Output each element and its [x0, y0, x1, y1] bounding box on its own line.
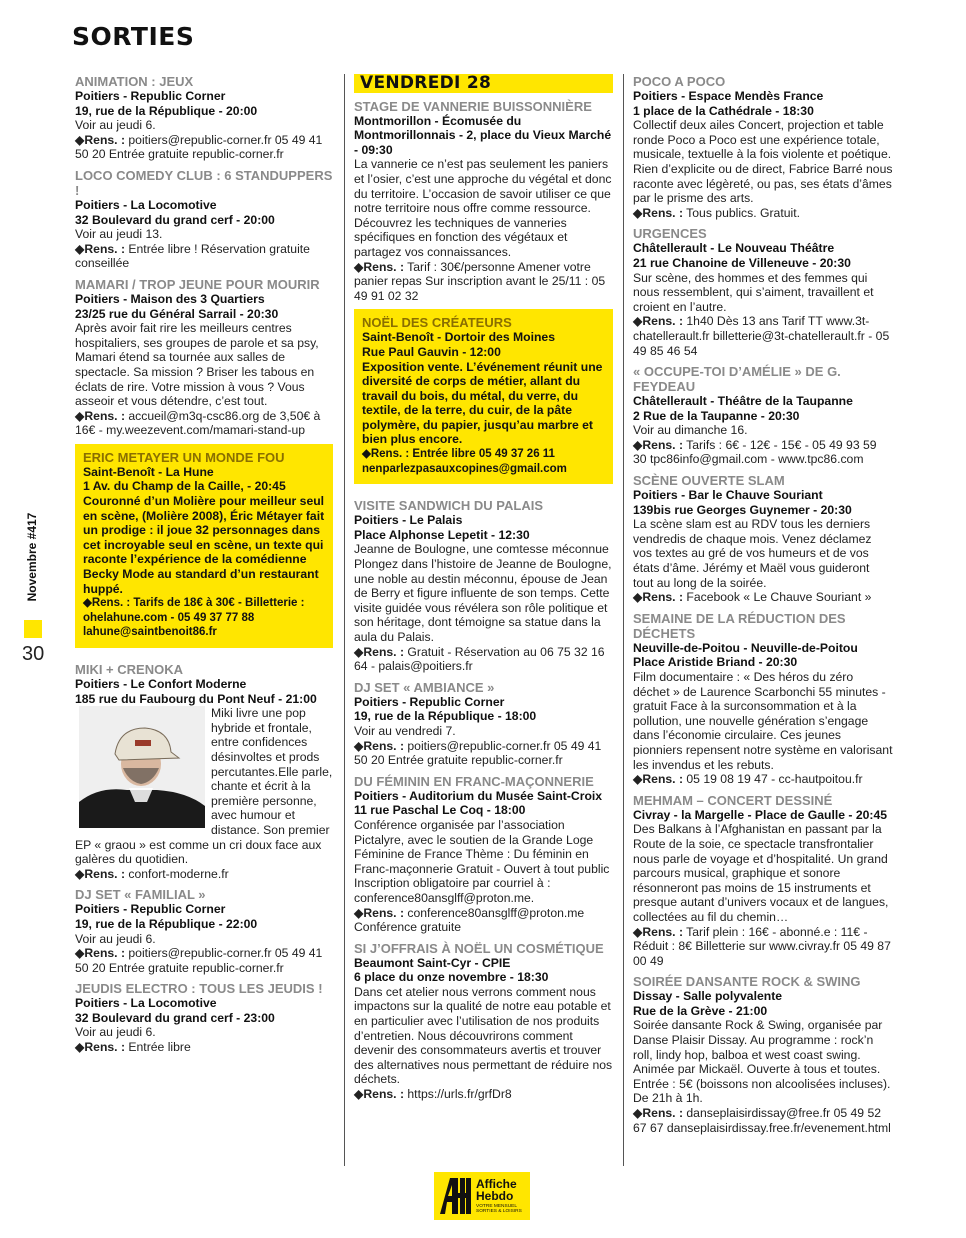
event-title: VISITE SANDWICH DU PALAIS [354, 498, 543, 514]
event-venue: Poitiers - La Locomotive [75, 197, 217, 212]
event-venue: Montmorillon - Écomusée du Montmorillonnais - 2, place du Vieux Marché - 09:30 [354, 113, 612, 157]
event-item [633, 974, 893, 1135]
event-address: 19, rue de la République - 22:00 [75, 916, 258, 931]
event-body: Voir au dimanche 16. [633, 423, 748, 438]
event-item [633, 793, 893, 969]
event-title: SOIRÉE DANSANTE ROCK & SWING [633, 974, 861, 990]
event-body: Voir au jeudi 6. [75, 931, 156, 946]
artist-photo [79, 706, 205, 828]
event-info: ◆Rens. : 1h40 Dès 13 ans Tarif TT www.3t-chatellerault.fr billetterie@3t-chatellerault.fr - 05 49 85 46 54 [633, 314, 890, 358]
event-info: ◆Rens. : poitiers@republic-corner.fr 05 49 41 50 20 Entrée gratuite republic-corner.fr [354, 738, 602, 768]
event-venue: Châtellerault - Théâtre de la Taupanne [633, 394, 853, 409]
section-title-highlight: O [90, 22, 113, 51]
event-address: 21 rue Chanoine de Villeneuve - 20:30 [633, 255, 851, 270]
event-address: 185 rue du Faubourg du Pont Neuf - 21:00 [75, 691, 317, 706]
event-address: 139bis rue Georges Guynemer - 20:30 [633, 502, 852, 517]
event-info: ◆Rens. : https://urls.fr/grfDr8 [354, 1087, 512, 1102]
event-body: Miki livre une pop hybride et frontale, entre confidences désinvoltes et prods percutantes.Elle parle, chante et écrit à la première personne, avec humour et distance. Son premier EP « graou » est comme un cri doux face aux galères du quotidien. [75, 706, 333, 867]
event-title: URGENCES [633, 226, 707, 242]
event-body: La scène slam est au RDV tous les derniers vendredis de chaque mois. Venez déclamez vos textes au gré de vos humeurs et de vos états d’âme. Jérémy et Maël vous guideront tout au long de la soirée. [633, 517, 872, 590]
logo-name: Affiche Hebdo [476, 1177, 517, 1203]
event-miki-crenoka [75, 662, 333, 881]
event-address: 19, rue de la République - 20:00 [75, 103, 258, 118]
event-venue: Poitiers - Maison des 3 Quartiers [75, 291, 265, 306]
event-body: Collectif deux ailes Concert, projection et table ronde Poco a Poco est une expérience totale, musicale, textuelle à la fois violente et poétique. Rien d’explicite ou de direct, Fabrice Barré nous raconte avec légèreté, ou pas, ses états d’âmes par le prisme des arts. [633, 118, 893, 206]
event-body: Soirée dansante Rock & Swing, organisée par Danse Plaisir Dissay. Au programme : rock’n roll, lindy hop, balboa et west coast swing. Animée par Mickaël. Ouverte à tous et toutes. Entrée : 5€ (boissons non alcoolisées incluses). De 21h à 1h. [633, 1018, 891, 1106]
event-info: ◆Rens. : poitiers@republic-corner.fr 05 49 41 50 20 Entrée gratuite republic-corner.fr [75, 946, 323, 975]
event-body: Sur scène, des hommes et des femmes qui nous ressemblent, qui s’aiment, travaillent et croient en l’autre. [633, 270, 874, 314]
event-item [75, 887, 333, 975]
event-info: ◆Rens. : Tarifs : 6€ - 12€ - 15€ - 05 49 93 59 30 tpc86info@gmail.com - www.tpc86.com [633, 437, 877, 467]
event-body: Voir au vendredi 7. [354, 723, 456, 738]
event-title: MEHMAM – CONCERT DESSINÉ [633, 792, 833, 808]
event-address: Place Aristide Briand - 20:30 [633, 655, 798, 670]
event-address: Rue Paul Gauvin - 12:00 [362, 344, 501, 359]
event-venue: Poitiers - Auditorium du Musée Saint-Croix [354, 788, 603, 803]
event-body: Exposition vente. L’événement réunit une diversité de corps de métier, allant du travail du bois, du métal, du verre, du textile, de la terre, du cuir, de la pâte polymère, du papier, jusqu’au marbre et bien plus encore. [362, 359, 603, 447]
event-title: DJ SET « AMBIANCE » [354, 679, 495, 695]
logo-mark-icon [438, 1176, 472, 1216]
event-venue: Civray - la Margelle - Place de Gaulle - 20:45 [633, 807, 888, 822]
event-item [354, 99, 613, 304]
event-title: JEUDIS ELECTRO : TOUS LES JEUDIS ! [75, 981, 323, 997]
event-address: 6 place du onze novembre - 18:30 [354, 970, 549, 985]
day-banner: VENDREDI 28 [354, 74, 613, 93]
event-address: 32 Boulevard du grand cerf - 20:00 [75, 212, 275, 227]
event-item [354, 498, 613, 674]
event-title: MIKI + CRENOKA [75, 662, 183, 677]
affiche-hebdo-logo [434, 1172, 530, 1220]
event-address: 23/25 rue du Général Sarrail - 20:30 [75, 306, 279, 321]
event-venue: Poitiers - La Locomotive [75, 996, 217, 1011]
section-title-end: RTIES [112, 22, 195, 51]
page-number: 30 [22, 643, 45, 665]
event-venue: Poitiers - Espace Mendès France [633, 89, 824, 103]
event-info: ◆Rens. : confort-moderne.fr [75, 866, 229, 881]
event-title: POCO A POCO [633, 74, 726, 89]
event-title: LOCO COMEDY CLUB : 6 STANDUPPERS ! [75, 167, 333, 198]
event-venue: Saint-Benoît - Dortoir des Moines [362, 330, 555, 345]
event-title: ANIMATION : JEUX [75, 74, 194, 89]
event-info: ◆Rens. : Tarifs de 18€ à 30€ - Billetterie : ohelahune.com - 05 49 37 77 88 lahune@saintbenoit86.fr [83, 597, 305, 639]
event-item [633, 226, 893, 358]
event-body: Voir au jeudi 6. [75, 1025, 156, 1040]
event-title: « OCCUPE-TOI D’AMÉLIE » DE G. FEYDEAU [633, 364, 841, 395]
event-info: ◆Rens. : Tous publics. Gratuit. [633, 205, 800, 220]
event-info: ◆Rens. : danseplaisirdissay@free.fr 05 49 52 67 67 danseplaisirdissay.free.fr/evenement.html [633, 1106, 891, 1135]
section-title-start: S [72, 22, 91, 51]
event-info: ◆Rens. : Gratuit - Réservation au 06 75 32 16 64 - palais@poitiers.fr [354, 644, 605, 674]
event-info: ◆Rens. : accueil@m3q-csc86.org de 3,50€ à 16€ - my.weezevent.com/mamari-stand-up [75, 408, 321, 438]
event-venue: Poitiers - Bar le Chauve Souriant [633, 488, 823, 503]
event-item [354, 680, 613, 768]
event-venue: Poitiers - Le Confort Moderne [75, 677, 247, 691]
event-title: MAMARI / TROP JEUNE POUR MOURIR [75, 276, 320, 292]
event-info: ◆Rens. : Tarif : 30€/personne Amener votre panier repas Sur inscription avant le 25/11 : 05 49 91 02 32 [354, 259, 606, 303]
event-venue: Poitiers - Le Palais [354, 513, 463, 528]
section-title [72, 22, 194, 51]
event-item [633, 611, 893, 787]
event-item [633, 74, 893, 220]
event-venue: Dissay - Salle polyvalente [633, 989, 783, 1004]
highlight-box-noel-createurs [354, 309, 613, 484]
event-title: SEMAINE DE LA RÉDUCTION DES DÉCHETS [633, 610, 846, 641]
event-body: Des Balkans à l’Afghanistan en passant par la Route de la soie, ce spectacle transfrontalier nous parle de voyage et d’hospitalité. Un grand parcours musical, graphique et sonore résonneront pas moins de 15 instruments et presque autant d’univers vocaux et de langues, collectées au fil du chemin… [633, 822, 889, 924]
event-title: ERIC METAYER UN MONDE FOU [83, 449, 285, 465]
event-item [633, 473, 893, 605]
event-address: 19, rue de la République - 18:00 [354, 709, 537, 724]
event-info: ◆Rens. : 05 19 08 19 47 - cc-hautpoitou.fr [633, 772, 863, 787]
event-item [354, 774, 613, 935]
event-venue: Poitiers - Republic Corner [354, 694, 505, 709]
event-info: ◆Rens. : conference80ansglff@proton.me Conférence gratuite [354, 905, 585, 935]
event-venue: Saint-Benoît - La Hune [83, 464, 214, 479]
event-venue: Poitiers - Republic Corner [75, 902, 226, 917]
event-info: ◆Rens. : Entrée libre [75, 1040, 191, 1055]
event-info: ◆Rens. : Entrée libre 05 49 37 26 11 nenparlezpasauxcopines@gmail.com [362, 448, 567, 475]
event-address: 1 place de la Cathédrale - 18:30 [633, 103, 814, 118]
event-body: Voir au jeudi 13. [75, 227, 163, 242]
event-address: 11 rue Paschal Le Coq - 18:00 [354, 803, 526, 818]
event-item [633, 364, 893, 467]
event-address: 1 Av. du Champ de la Caille, - 20:45 [83, 479, 286, 494]
event-info: ◆Rens. : poitiers@republic-corner.fr 05 49 41 50 20 Entrée gratuite republic-corner.fr [75, 132, 323, 162]
event-info: ◆Rens. : Tarif plein : 16€ - abonné.e : 11€ - Réduit : 8€ Billetterie sur www.civray.fr 05 49 87 00 49 [633, 924, 891, 968]
event-body: Dans cet atelier nous verrons comment nous impactons sur la qualité de notre eau potable et en particulier avec l’utilisation de nos produits d’entretien. Nous découvrirons comment devenir des consommateurs avertis et trouver des alternatives nous permettant de réduire nos déchets. [354, 984, 613, 1087]
event-venue: Neuville-de-Poitou - Neuville-de-Poitou [633, 640, 858, 655]
side-accent-square [24, 620, 42, 638]
event-venue: Beaumont Saint-Cyr - CPIE [354, 955, 511, 970]
event-venue: Poitiers - Republic Corner [75, 89, 226, 103]
event-title: SI J’OFFRAIS À NOËL UN COSMÉTIQUE [354, 940, 604, 956]
event-address: Rue de la Grève - 21:00 [633, 1003, 768, 1018]
event-title: DJ SET « FAMILIAL » [75, 887, 206, 903]
event-body: La vannerie ce n’est pas seulement les paniers et l’osier, c’est une approche du végétal et donc du territoire. L’occasion de savoir utiliser ce que notre territoire nous offre comme ressource. Découvrez les techniques de vanneries spécifiques en fonction des végétaux et partagez vos connaissances. [354, 157, 612, 259]
event-title: DU FÉMININ EN FRANC-MAÇONNERIE [354, 773, 594, 789]
column-3 [633, 74, 893, 1141]
event-title: STAGE DE VANNERIE BUISSONNIÈRE [354, 98, 592, 114]
event-item [75, 74, 333, 162]
event-venue: Châtellerault - Le Nouveau Théâtre [633, 241, 835, 256]
event-title: NOËL DES CRÉATEURS [362, 315, 512, 331]
event-item [75, 277, 333, 438]
event-body: Couronné d’un Molière pour meilleur seul en scène, (Molière 2008), Éric Métayer fait un prodige : il joue 32 personnages dans cet incroyable seul en scène, un texte qui raconte l’expérience de la comédienne Becky Mode au standard d’un restaurant huppé. [83, 494, 325, 596]
issue-label: Novembre #417 [25, 512, 39, 602]
column-divider [623, 74, 624, 1166]
event-address: 32 Boulevard du grand cerf - 23:00 [75, 1010, 275, 1025]
event-title: SCÈNE OUVERTE SLAM [633, 473, 785, 489]
column-divider [344, 74, 345, 1166]
event-item [75, 168, 333, 271]
event-body: Jeanne de Boulogne, une comtesse méconnue Plongez dans l’histoire de Jeanne de Boulogne, une noble au destin méconnu, épouse de Jean de Berry et figure influente de son temps. Cette visite guidée vous révélera son rôle politique et son héritage, dont témoigne sa statue dans la aula du Palais. [354, 542, 612, 644]
event-body: Film documentaire : « Des héros du zéro déchet » de Laurence Scarbonchi 55 minutes - gratuit Face à la surconsommation et à la pollution, une nouvelle génération s’engage dans l’économie circulaire. Ces jeunes pionniers repensent notre système en valorisant les invendus et les rebuts. [633, 670, 893, 772]
column-1 [75, 74, 333, 1061]
event-address: Place Alphonse Lepetit - 12:30 [354, 527, 530, 542]
highlight-box-eric-metayer [75, 444, 333, 648]
logo-tagline: VOTRE MENSUEL SORTIES & LOISIRS [476, 1204, 522, 1215]
event-item [75, 981, 333, 1054]
event-info: ◆Rens. : Facebook « Le Chauve Souriant » [633, 590, 872, 605]
event-info: ◆Rens. : Entrée libre ! Réservation gratuite conseillée [75, 241, 310, 271]
event-address: 2 Rue de la Taupanne - 20:30 [633, 408, 800, 423]
event-body: Après avoir fait rire les meilleurs centres hospitaliers, ses groupes de parole et sa psy, Mamari étend sa tournée aux salles de spectacle. Sa mission ? Briser les tabous en éclats de rire. Votre mission à vous ? Vous asseoir et vous détendre, c’est tout. [75, 321, 319, 409]
column-2 [354, 74, 613, 1108]
event-item [354, 941, 613, 1102]
event-body: Conférence organisée par l’association Pictalyre, avec le soutien de la Grande Loge Féminine de France Thème : Du féminin en Franc-maçonnerie Gratuit - Ouvert à tout public Inscription obligatoire par courriel à : conference80ansglff@proton.me. [354, 817, 610, 905]
event-body: Voir au jeudi 6. [75, 118, 156, 133]
